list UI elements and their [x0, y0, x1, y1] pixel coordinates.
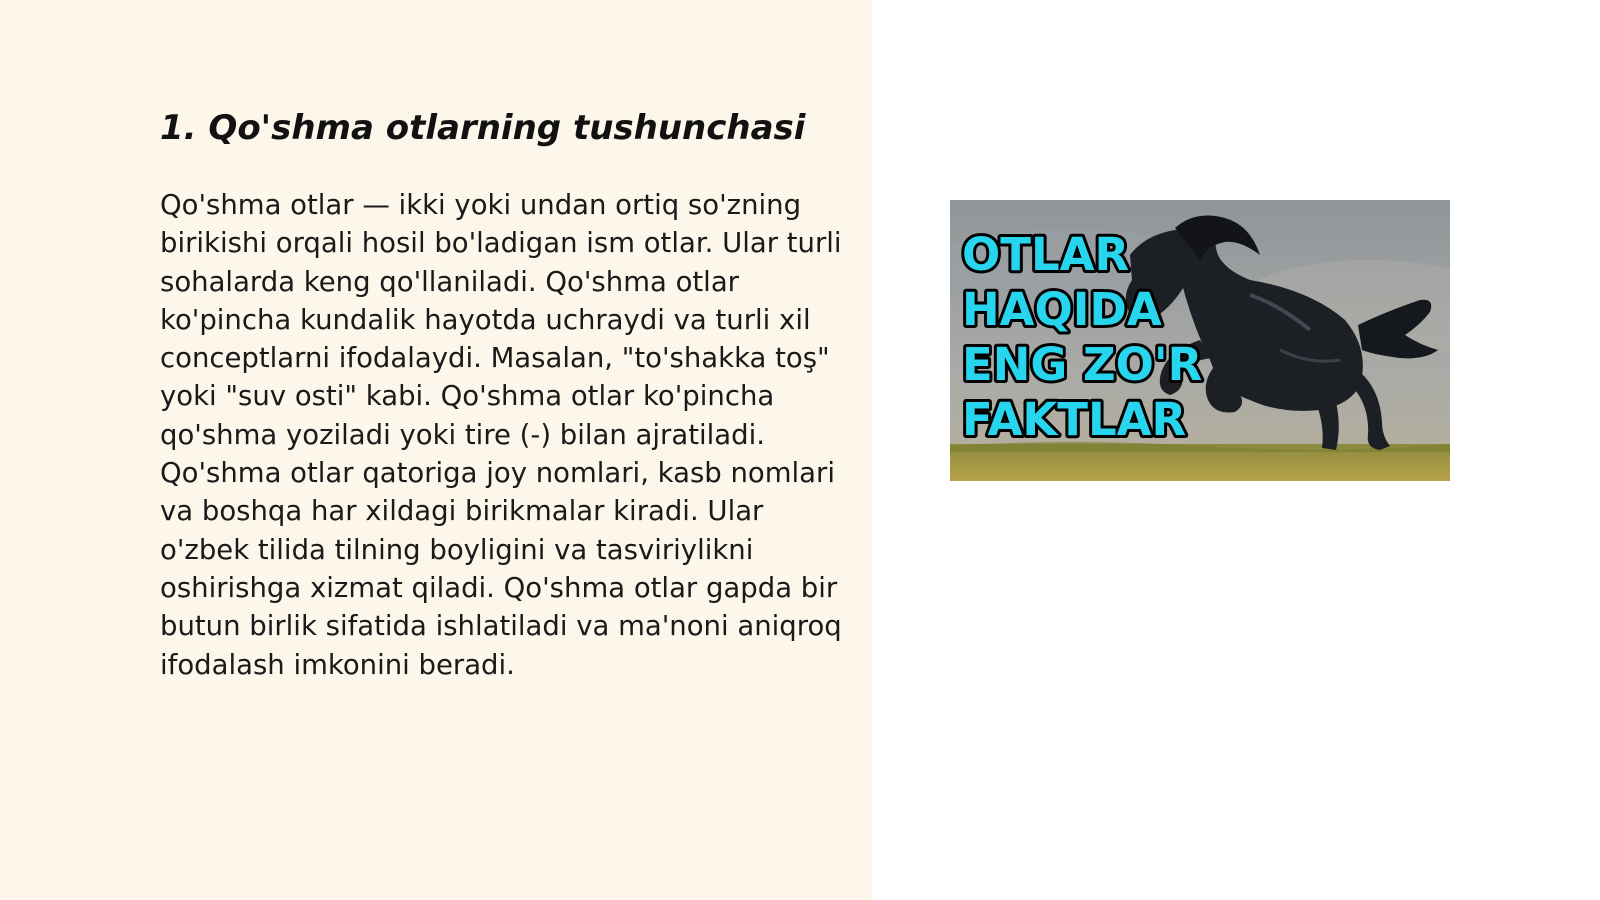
slide-paragraph: Qo'shma otlar — ikki yoki undan ortiq so'zning birikishi orqali hosil bo'ladigan ism otlar. Ular turli sohalarda keng qo'llaniladi. Qo'shma otlar ko'pincha kundalik hayotda uchraydi va turli xil conceptlarni ifodalaydi. Masalan, "to'shakka toş" yoki "suv osti" kabi. Qo'shma otlar ko'pincha qo'shma yoziladi yoki tire (-) bilan ajratiladi. Qo'shma otlar qatoriga joy nomlari, kasb nomlari va boshqa har xildagi birikmalar kiradi. Ular o'zbek tilida tilning boyligini va tasviriylikni oshirishga xizmat qiladi. Qo'shma otlar gapda bir butun birlik sifatida ishlatiladi va ma'noni aniqroq ifodalash imkonini beradi.: [160, 189, 842, 681]
slide-heading: 1. Qo'shma otlarning tushunchasi: [160, 108, 806, 148]
caption-line-2: HAQIDA: [962, 283, 1162, 336]
caption-line-1: OTLAR: [962, 228, 1130, 281]
caption-line-4: FAKTLAR: [962, 393, 1187, 446]
caption-line-3: ENG ZO'R: [962, 338, 1203, 391]
horse-thumbnail-image: [950, 200, 1450, 481]
